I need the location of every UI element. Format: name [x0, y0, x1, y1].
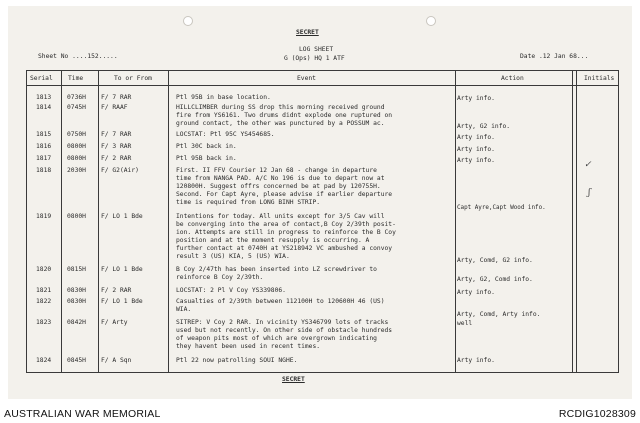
date-label: Date [520, 53, 536, 60]
time-cell: 0800H [67, 213, 86, 220]
handwritten-initial-mark: ✓ [584, 160, 592, 170]
time-cell: 0830H [67, 298, 86, 305]
action-cell: Arty info. [457, 289, 495, 296]
action-cell: Arty info. [457, 357, 495, 364]
event-line: result 3 (US) KIA, 5 (US) WIA. [176, 253, 290, 260]
date-value: 12 Jan 68 [542, 53, 577, 60]
col-time: Time [68, 75, 84, 82]
handwritten-initial-mark: ʃ [588, 188, 591, 198]
event-line: Casualties of 2/39th between 112100H to 120600H 46 (US) [176, 298, 385, 305]
time-cell: 0842H [67, 319, 86, 326]
event-line: First. II FFV Courier 12 Jan 68 - change in departure [176, 167, 377, 174]
serial-cell: 1821 [36, 287, 52, 294]
log-sheet-title: LOG SHEET [299, 46, 334, 53]
col-serial: Serial [30, 75, 53, 82]
column-rule [98, 71, 99, 372]
to-from-cell: F/ 2 RAR [101, 155, 132, 162]
column-rule [168, 71, 169, 372]
time-cell: 0745H [67, 104, 86, 111]
action-cell: Arty info. [457, 146, 495, 153]
archive-id: RCDIG1028309 [558, 408, 636, 420]
col-initials: Initials [584, 75, 615, 82]
event-line: 120800H. Suggest offrs concerned be at pad by 120755H. [176, 183, 381, 190]
classification-top: SECRET [296, 29, 319, 36]
action-cell-extra: well [457, 320, 473, 327]
action-cell: Arty info. [457, 157, 495, 164]
column-rule [61, 71, 62, 372]
sheet-number: Sheet No ....152..... [38, 53, 118, 60]
serial-cell: 1820 [36, 266, 52, 273]
classification-bottom: SECRET [282, 376, 305, 383]
column-rule [455, 71, 456, 372]
event-line: time is required from LONG BINH STRIP. [176, 199, 321, 206]
event-line: time from NANGA PAD. A/C No 196 is due to depart now at [176, 175, 385, 182]
event-line: Ptl 95B in base location. [176, 94, 271, 101]
event-line: fire from YS6161. Two drums didnt explode one ruptured on [176, 112, 393, 119]
action-cell: Capt Ayre,Capt Wood info. [457, 205, 546, 211]
event-line: Second. For Capt Ayre, please advise if earlier departure [176, 191, 393, 198]
action-cell: Arty info. [457, 134, 495, 141]
event-line: further contact at 0740H at YS218942 VC ambushed a convoy [176, 245, 393, 252]
to-from-cell: F/ Arty [101, 319, 128, 326]
event-line: position and at the moment resupply is occurring. A [176, 237, 370, 244]
event-line: they havent been used in recent times. [176, 343, 321, 350]
serial-cell: 1817 [36, 155, 52, 162]
header-rule [27, 85, 618, 86]
serial-cell: 1815 [36, 131, 52, 138]
event-line: used but not recently. On other side of obstacle hundreds [176, 327, 393, 334]
unit-name: G (Ops) HQ 1 ATF [284, 55, 345, 62]
serial-cell: 1816 [36, 143, 52, 150]
time-cell: 0830H [67, 287, 86, 294]
time-cell: 0845H [67, 357, 86, 364]
time-cell: 0800H [67, 155, 86, 162]
to-from-cell: F/ RAAF [101, 104, 128, 111]
to-from-cell: F/ 7 RAR [101, 94, 132, 101]
event-line: HILLCLIMBER during SS drop this morning received ground [176, 104, 385, 111]
serial-cell: 1822 [36, 298, 52, 305]
to-from-cell: F/ G2(Air) [101, 167, 139, 174]
event-line: of weapon pits most of which are overgrown indicating [176, 335, 377, 342]
date-field: Date .12 Jan 68... [520, 53, 589, 60]
event-line: B Coy 2/47th has been inserted into LZ screwdriver to [176, 266, 377, 273]
action-cell: Arty, Comd, G2 info. [457, 257, 533, 264]
event-line: ground contact, the other was punctured by a POSSUM ac. [176, 120, 385, 127]
event-line: be converging into the area of contact,B Coy 2/39th posit- [176, 221, 396, 228]
archive-credit: AUSTRALIAN WAR MEMORIAL [4, 408, 161, 420]
to-from-cell: F/ 7 RAR [101, 131, 132, 138]
column-rule [576, 71, 577, 372]
action-cell: Arty, Comd, Arty info. [457, 311, 541, 318]
event-line: Ptl 22 now patrolling SOUI NGHE. [176, 357, 298, 364]
to-from-cell: F/ LO 1 Bde [101, 213, 143, 220]
to-from-cell: F/ A Sqn [101, 357, 132, 364]
event-line: WIA. [176, 306, 192, 313]
action-cell: Arty, G2, Comd info. [457, 276, 533, 283]
time-cell: 0736H [67, 94, 86, 101]
serial-cell: 1813 [36, 94, 52, 101]
action-cell: Arty, G2 info. [457, 123, 511, 130]
col-to-from: To or From [114, 75, 152, 82]
to-from-cell: F/ 2 RAR [101, 287, 132, 294]
to-from-cell: F/ LO 1 Bde [101, 298, 143, 305]
to-from-cell: F/ 3 RAR [101, 143, 132, 150]
event-line: SITREP: V Coy 2 RAR. In vicinity YS346799 lots of tracks [176, 319, 389, 326]
col-action: Action [501, 75, 524, 82]
col-event: Event [297, 75, 316, 82]
serial-cell: 1824 [36, 357, 52, 364]
punch-hole [426, 16, 436, 26]
serial-cell: 1823 [36, 319, 52, 326]
serial-cell: 1818 [36, 167, 52, 174]
to-from-cell: F/ LO 1 Bde [101, 266, 143, 273]
punch-hole [183, 16, 193, 26]
sheet-label: Sheet No [38, 53, 69, 60]
time-cell: 0750H [67, 131, 86, 138]
time-cell: 0800H [67, 143, 86, 150]
event-line: LOCSTAT: Ptl 95C YS454685. [176, 131, 275, 138]
serial-cell: 1819 [36, 213, 52, 220]
serial-cell: 1814 [36, 104, 52, 111]
event-line: LOCSTAT: 2 Pl V Coy YS339806. [176, 287, 286, 294]
action-cell: Arty info. [457, 95, 495, 102]
event-line: Ptl 30C back in. [176, 143, 237, 150]
event-line: ion. Attempts are still in progress to reinforce the B Coy [176, 229, 396, 236]
event-line: Ptl 95B back in. [176, 155, 237, 162]
column-rule [572, 71, 573, 372]
event-line: Intentions for today. All units except for 3/5 Cav will [176, 213, 385, 220]
time-cell: 2030H [67, 167, 86, 174]
event-line: reinforce B Coy 2/39th. [176, 274, 264, 281]
sheet-value: 152 [87, 53, 99, 60]
time-cell: 0815H [67, 266, 86, 273]
